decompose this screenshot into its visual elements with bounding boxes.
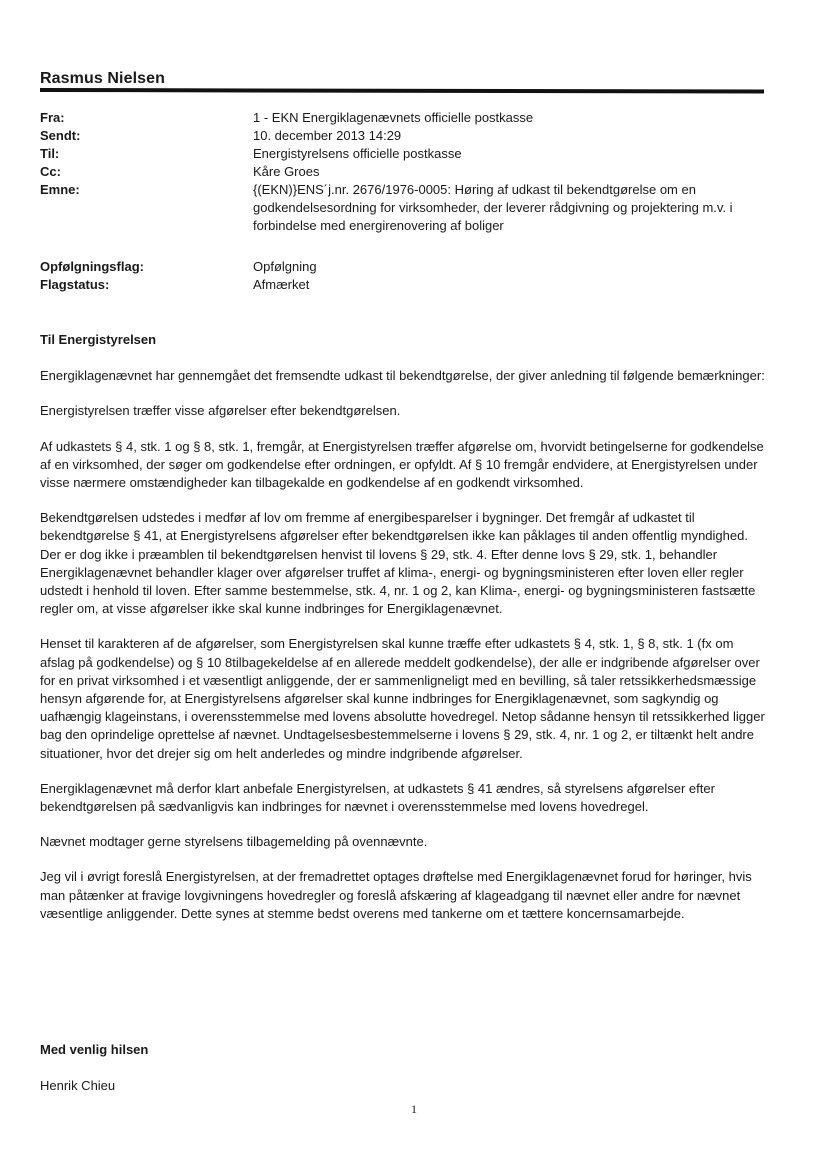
sender-name: Rasmus Nielsen [40,70,166,87]
meta-row-sent [40,127,764,145]
signature: Henrik Chieu [40,1078,116,1093]
closing: Med venlig hilsen [40,1042,149,1057]
email-meta [40,109,764,235]
flag-row-followup [40,258,764,276]
body-paragraph: Energiklagenævnet må derfor klart anbefale Energistyrelsen, at udkastets § 41 ændres, så styrelsens afgørelser efter bekendtgørelsen på sædvanligvis kan indbringes for nævnet i overensstemmelse med lovens hovedregel. [40,780,715,815]
flag-label: Opfølgningsflag: [40,259,144,274]
flag-row-status [40,276,764,294]
meta-label: Sendt: [40,128,81,143]
body-paragraph: Jeg vil i øvrigt foreslå Energistyrelsen, at der fremadrettet optages drøftelse med Energiklagenævnet forud for høringer, hvis man påtænker at fravige lovgivningens hovedregler og foreslå afskæring af klageadgang til nævnet eller andre for nævnet væsentlige anliggender. Dette synes at stemme bedst overens med tankerne om et tættere koncernsamarbejde. [40,869,752,921]
meta-row-to [40,145,764,163]
meta-value: Energistyrelsens officielle postkasse [253,146,462,161]
body-paragraph: Henset til karakteren af de afgørelser, som Energistyrelsen skal kunne træffe efter udkastets § 4, stk. 1, § 8, stk. 1 (fx om afslag på godkendelse) og § 10 8tilbagekeldelse af en allerede meddelt godkendelse), der alle er indgribende afgørelser over for en privat virksomhed i et væsentligt anliggende, der er sammenligneligt med en bevilling, så taler retssikkerhedsmæssige hensyn afgørende for, at Energistyrelsens afgørelser skal kunne indbringes for Energiklagenævnet, som sagkyndig og uafhængig klageinstans, i overensstemmelse med lovens absolutte hovedregel. Netop sådanne hensyn til retssikkerhed ligger bag den oprindelige oprettelse af nævnet. Undtagelsesbestemmelserne i lovens § 29, stk. 4, nr. 1 og 2, er tiltænkt helt andre situationer, hvor det drejer sig om helt anderledes og mindre indgribende afgørelser. [40,636,765,761]
page-number: 1 [411,1102,417,1116]
email-body [40,331,770,940]
meta-row-from [40,109,764,127]
meta-label: Til: [40,146,60,161]
flag-value: Afmærket [253,277,310,292]
body-paragraph: Af udkastets § 4, stk. 1 og § 8, stk. 1, fremgår, at Energistyrelsen træffer afgørelse om, hvorvidt betingelserne for godkendelse af en virksomhed, der søger om godkendelse efter ordningen, er opfyldt. Af § 10 fremgår endvidere, at Energistyrelsen under visse nærmere omstændigheder kan tilbagekalde en godkendelse af en godkendt virksomhed. [40,438,764,491]
meta-row-subject [40,181,764,235]
body-paragraph: Bekendtgørelsen udstedes i medfør af lov om fremme af energibesparelser i bygninger. Det fremgår af udkastet til bekendtgørelse § 41, at Energistyrelsens afgørelser efter bekendtgørelsen ikke kan påklages til anden offentlig myndighed. Der er dog ikke i præamblen til bekendtgørelsen henvist til lovens § 29, stk. 4. Efter denne lovs § 29, stk. 1, behandler Energiklagenævnet behandler klager over afgørelser truffet af klima-, energi- og bygningsministeren efter loven eller regler udstedt i henhold til loven. Efter samme bestemmelse, stk. 4, nr. 1 og 2, kan Klima-, energi- og bygningsministeren fastsætte regler om, at visse afgørelser ikke skal kunne indbringes for Energiklagenævnet. [40,510,756,617]
meta-row-cc [40,163,764,181]
flag-label: Flagstatus: [40,277,110,292]
meta-value: Kåre Groes [253,164,320,179]
meta-value: {(EKN)}ENS´j.nr. 2676/1976-0005: Høring af udkast til bekendtgørelse om en godkendelsesordning for virksomheder, der leverer rådgivning og projektering m.v. i forbindelse med energirenovering af boliger [253,182,733,233]
salutation: Til Energistyrelsen [40,332,157,347]
meta-value: 1 - EKN Energiklagenævnets officielle postkasse [253,110,534,125]
body-paragraph: Energistyrelsen træffer visse afgørelser efter bekendtgørelsen. [40,403,401,419]
body-paragraph: Energiklagenævnet har gennemgået det fremsendte udkast til bekendtgørelse, der giver anledning til følgende bemærkninger: [40,368,765,384]
meta-label: Emne: [40,182,80,197]
email-flags [40,258,764,294]
flag-value: Opfølgning [253,259,317,274]
meta-value: 10. december 2013 14:29 [253,128,402,143]
header-rule [40,88,764,94]
meta-label: Fra: [40,110,65,125]
body-paragraph: Nævnet modtager gerne styrelsens tilbagemelding på ovennævnte. [40,834,428,850]
meta-label: Cc: [40,164,61,179]
